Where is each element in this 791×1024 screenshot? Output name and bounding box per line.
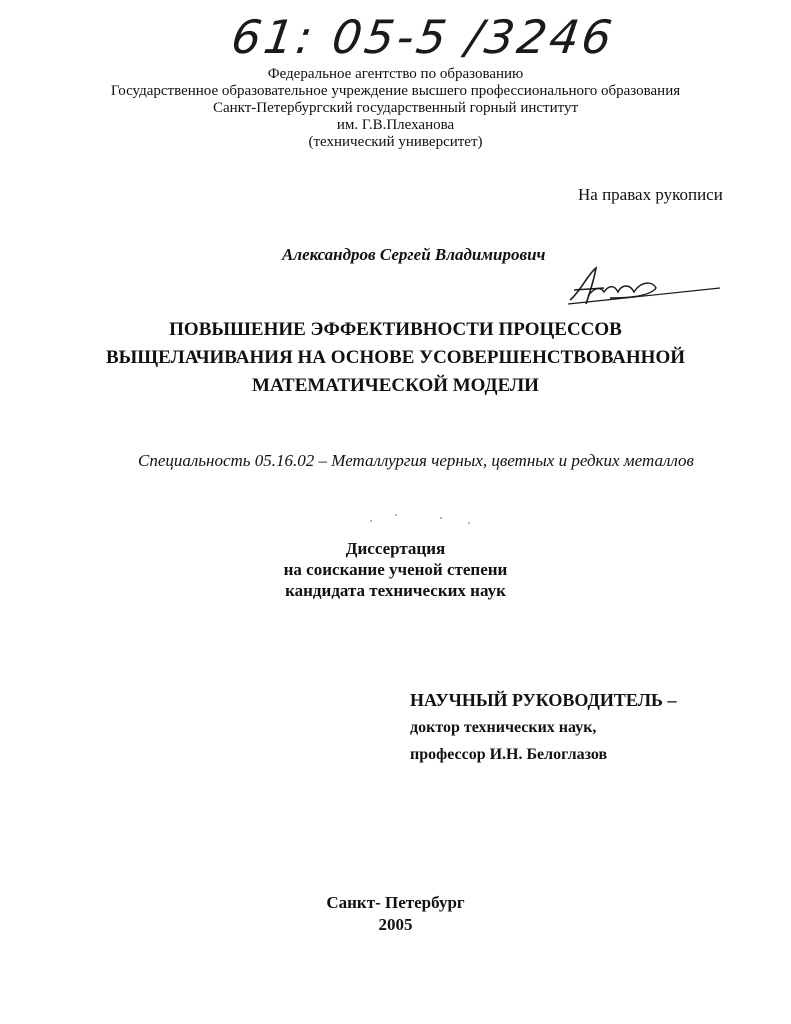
city: Санкт- Петербург	[326, 893, 465, 912]
title-line-3: МАТЕМАТИЧЕСКОЙ МОДЕЛИ	[252, 375, 539, 396]
header-line-institution-type: Государственное образовательное учреждение высшего профессионального образования	[110, 83, 681, 99]
header-line-named-after: им. Г.В.Плеханова	[336, 117, 455, 133]
scan-speck	[370, 520, 372, 522]
title-line-2: ВЫЩЕЛАЧИВАНИЯ НА ОСНОВЕ УСОВЕРШЕНСТВОВАННОЙ	[105, 347, 686, 368]
scientific-advisor	[410, 690, 676, 773]
dissertation-label: Диссертация	[345, 539, 446, 558]
header-line-agency: Федеральное агентство по образованию	[267, 66, 524, 82]
rights-note: На правах рукописи	[578, 185, 723, 204]
advisor-name: профессор И.Н. Белоглазов	[410, 746, 608, 763]
dissertation-block	[0, 538, 791, 601]
title-line-1: ПОВЫШЕНИЕ ЭФФЕКТИВНОСТИ ПРОЦЕССОВ	[169, 319, 622, 340]
place-and-year	[0, 892, 791, 936]
author-signature	[560, 262, 725, 312]
institution-header	[0, 66, 791, 151]
scan-speck	[395, 514, 397, 516]
specialty-line: Специальность 05.16.02 – Металлургия черных, цветных и редких металлов	[138, 451, 694, 470]
header-line-university: (технический университет)	[308, 134, 483, 150]
scan-speck	[468, 522, 470, 524]
year: 2005	[378, 915, 413, 934]
degree-line: на соискание ученой степени	[283, 560, 508, 579]
degree-field-line: кандидата технических наук	[285, 581, 506, 600]
advisor-degree: доктор технических наук,	[410, 719, 597, 736]
advisor-heading: НАУЧНЫЙ РУКОВОДИТЕЛЬ –	[410, 690, 677, 710]
dissertation-title	[0, 316, 791, 400]
scan-speck	[440, 517, 442, 519]
archive-number: 61: 05-5 /3246	[228, 10, 619, 64]
header-line-institute: Санкт-Петербургский государственный горный институт	[212, 100, 579, 116]
author-name: Александров Сергей Владимирович	[282, 245, 546, 264]
